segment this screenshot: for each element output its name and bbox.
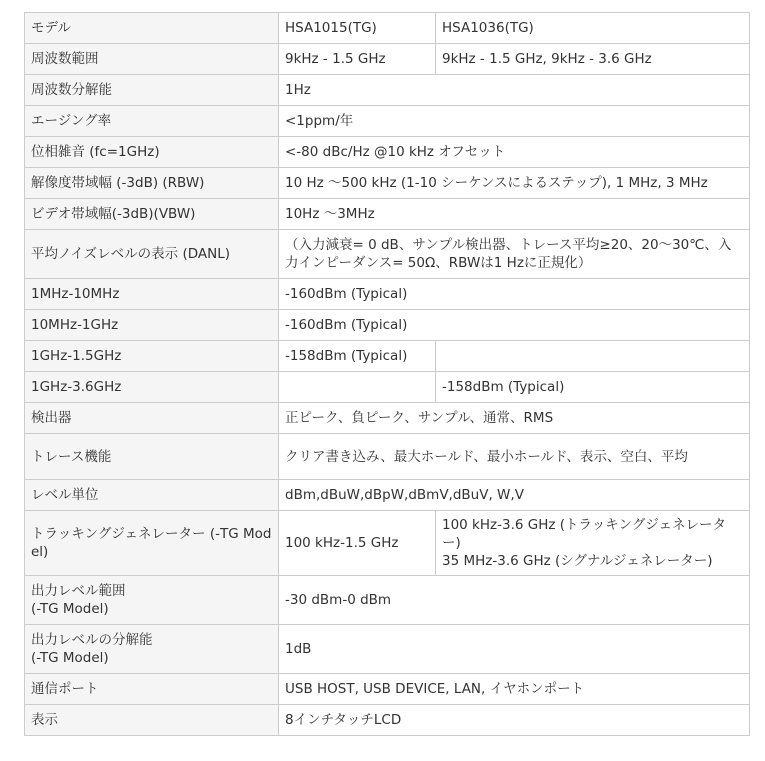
spec-row [25,511,750,576]
spec-label: エージング率 [25,106,279,137]
spec-value: <1ppm/年 [279,106,750,137]
spec-value: <-80 dBc/Hz @10 kHz オフセット [279,137,750,168]
spec-value: dBm,dBuW,dBpW,dBmV,dBuV, W,V [279,480,750,511]
spec-label: 周波数分解能 [25,75,279,106]
spec-row [25,44,750,75]
spec-row [25,230,750,279]
spec-value: 100 kHz-3.6 GHz (トラッキングジェネレーター) 35 MHz-3.6 GHz (シグナルジェネレーター) [436,511,750,576]
spec-value: -30 dBm-0 dBm [279,576,750,625]
spec-value: -160dBm (Typical) [279,310,750,341]
spec-row [25,674,750,705]
spec-value: 1Hz [279,75,750,106]
spec-value: 8インチタッチLCD [279,705,750,736]
spec-label: 表示 [25,705,279,736]
spec-label: 平均ノイズレベルの表示 (DANL) [25,230,279,279]
spec-row [25,341,750,372]
spec-label: ビデオ帯域幅(-3dB)(VBW) [25,199,279,230]
spec-value: クリア書き込み、最大ホールド、最小ホールド、表示、空白、平均 [279,434,750,480]
spec-value: 9kHz - 1.5 GHz, 9kHz - 3.6 GHz [436,44,750,75]
spec-row [25,137,750,168]
spec-row [25,168,750,199]
spec-label: トレース機能 [25,434,279,480]
spec-label: 1GHz-1.5GHz [25,341,279,372]
spec-value [279,372,436,403]
spec-label: レベル単位 [25,480,279,511]
spec-label: トラッキングジェネレーター (-TG Model) [25,511,279,576]
spec-label: 出力レベルの分解能 (-TG Model) [25,625,279,674]
spec-row [25,705,750,736]
spec-value: 9kHz - 1.5 GHz [279,44,436,75]
spec-value: -160dBm (Typical) [279,279,750,310]
spec-value: HSA1036(TG) [436,13,750,44]
spec-value: （入力減衰= 0 dB、サンプル検出器、トレース平均≥20、20～30℃、入力インピーダンス= 50Ω、RBWは1 Hzに正規化） [279,230,750,279]
spec-row [25,310,750,341]
spec-row [25,434,750,480]
spec-label: 通信ポート [25,674,279,705]
spec-row [25,372,750,403]
spec-row [25,75,750,106]
spec-label: 1GHz-3.6GHz [25,372,279,403]
spec-label: 検出器 [25,403,279,434]
spec-table-body [25,13,750,736]
spec-row [25,625,750,674]
spec-row [25,480,750,511]
spec-row [25,199,750,230]
spec-label: 1MHz-10MHz [25,279,279,310]
spec-row [25,403,750,434]
spec-label: 10MHz-1GHz [25,310,279,341]
spec-value: 10 Hz ～500 kHz (1-10 シーケンスによるステップ), 1 MHz, 3 MHz [279,168,750,199]
spec-row [25,279,750,310]
spec-row [25,576,750,625]
spec-value: 100 kHz-1.5 GHz [279,511,436,576]
spec-row [25,106,750,137]
spec-label: 出力レベル範囲 (-TG Model) [25,576,279,625]
spec-value: 10Hz ～3MHz [279,199,750,230]
spec-label: 周波数範囲 [25,44,279,75]
spec-label: 解像度帯域幅 (-3dB) (RBW) [25,168,279,199]
spec-label: モデル [25,13,279,44]
spec-value: 正ピーク、負ピーク、サンプル、通常、RMS [279,403,750,434]
spec-value [436,341,750,372]
spec-value: USB HOST, USB DEVICE, LAN, イヤホンポート [279,674,750,705]
spec-row [25,13,750,44]
spec-value: -158dBm (Typical) [436,372,750,403]
spec-value: 1dB [279,625,750,674]
spec-label: 位相雑音 (fc=1GHz) [25,137,279,168]
spec-value: HSA1015(TG) [279,13,436,44]
spec-table [24,12,750,736]
spec-value: -158dBm (Typical) [279,341,436,372]
